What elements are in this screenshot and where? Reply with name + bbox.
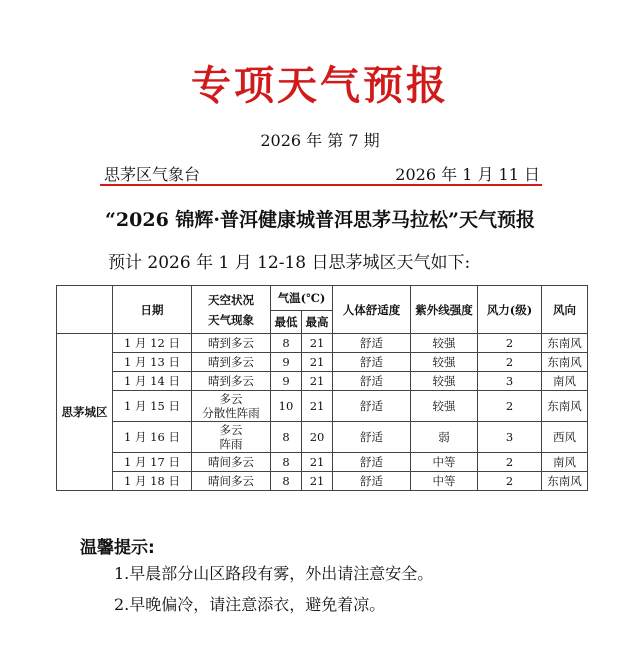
tips-title: 温馨提示: — [80, 538, 155, 558]
temp-min-cell: 9 — [271, 372, 302, 391]
date-cell: 1 月 18 日 — [113, 472, 192, 491]
temp-min-cell: 8 — [271, 334, 302, 353]
date-cell: 1 月 17 日 — [113, 453, 192, 472]
temp-max-cell: 21 — [302, 472, 333, 491]
issuing-office: 思茅区气象台 — [104, 165, 201, 184]
date-cell: 1 月 14 日 — [113, 372, 192, 391]
wind-force-cell: 2 — [478, 353, 542, 372]
temp-min-cell: 9 — [271, 353, 302, 372]
table-row — [57, 334, 588, 353]
temp-max-cell: 20 — [302, 422, 333, 453]
uv-cell: 较强 — [411, 334, 478, 353]
table-row — [57, 472, 588, 491]
sky-header — [192, 286, 271, 334]
red-divider-line — [100, 184, 542, 186]
comfort-cell: 舒适 — [333, 334, 411, 353]
sky-cell — [192, 422, 271, 453]
table-row — [57, 353, 588, 372]
issue-number: 2026 年 第 7 期 — [260, 131, 380, 150]
wind-force-cell: 2 — [478, 391, 542, 422]
forecast-intro: 预计 2026 年 1 月 12-18 日思茅城区天气如下: — [108, 253, 471, 273]
forecast-title: “2026 锦辉·普洱健康城普洱思茅马拉松”天气预报 — [105, 209, 535, 231]
wind-direction-cell: 东南风 — [542, 334, 588, 353]
wind-force-cell: 3 — [478, 372, 542, 391]
table-row — [57, 391, 588, 422]
wind-force-cell: 3 — [478, 422, 542, 453]
date-cell: 1 月 16 日 — [113, 422, 192, 453]
comfort-cell: 舒适 — [333, 391, 411, 422]
region-cell: 思茅城区 — [57, 334, 113, 491]
document-header-title: 专项天气预报 — [191, 63, 449, 109]
sky-line2: 阵雨 — [219, 437, 243, 451]
sky-cell: 晴到多云 — [192, 334, 271, 353]
comfort-cell: 舒适 — [333, 353, 411, 372]
table-row — [57, 453, 588, 472]
date-cell: 1 月 12 日 — [113, 334, 192, 353]
uv-cell: 较强 — [411, 391, 478, 422]
temp-max-cell: 21 — [302, 353, 333, 372]
temp-min-header: 最低 — [271, 311, 302, 334]
sky-cell: 晴间多云 — [192, 453, 271, 472]
temp-max-cell: 21 — [302, 372, 333, 391]
comfort-header: 人体舒适度 — [333, 286, 411, 334]
date-header: 日期 — [113, 286, 192, 334]
temp-min-cell: 10 — [271, 391, 302, 422]
issue-date: 2026 年 1 月 11 日 — [395, 165, 540, 184]
tip-item: 2.早晚偏冷，请注意添衣，避免着凉。 — [114, 595, 386, 614]
table-row — [57, 372, 588, 391]
wind-direction-header: 风向 — [542, 286, 588, 334]
wind-direction-cell: 南风 — [542, 372, 588, 391]
temp-min-cell: 8 — [271, 453, 302, 472]
wind-direction-cell: 东南风 — [542, 353, 588, 372]
sky-cell: 晴间多云 — [192, 472, 271, 491]
comfort-cell: 舒适 — [333, 422, 411, 453]
sky-line1: 多云 — [219, 392, 243, 406]
temp-min-cell: 8 — [271, 422, 302, 453]
wind-direction-cell: 东南风 — [542, 472, 588, 491]
table-row — [57, 422, 588, 453]
sky-cell — [192, 391, 271, 422]
temp-min-cell: 8 — [271, 472, 302, 491]
sky-line1: 多云 — [219, 423, 243, 437]
weather-table — [56, 285, 588, 491]
uv-cell: 弱 — [411, 422, 478, 453]
comfort-cell: 舒适 — [333, 472, 411, 491]
comfort-cell: 舒适 — [333, 372, 411, 391]
temp-header: 气温(℃) — [271, 286, 333, 311]
date-cell: 1 月 13 日 — [113, 353, 192, 372]
sky-header-line2: 天气现象 — [208, 312, 254, 327]
sky-cell: 晴到多云 — [192, 353, 271, 372]
tip-item: 1.早晨部分山区路段有雾，外出请注意安全。 — [114, 564, 434, 583]
uv-cell: 较强 — [411, 372, 478, 391]
uv-cell: 中等 — [411, 472, 478, 491]
sky-line2: 分散性阵雨 — [202, 406, 260, 420]
wind-force-cell: 2 — [478, 453, 542, 472]
wind-force-header: 风力(级) — [478, 286, 542, 334]
sky-header-line1: 天空状况 — [208, 292, 254, 307]
temp-max-cell: 21 — [302, 391, 333, 422]
comfort-cell: 舒适 — [333, 453, 411, 472]
temp-max-cell: 21 — [302, 334, 333, 353]
wind-direction-cell: 南风 — [542, 453, 588, 472]
date-cell: 1 月 15 日 — [113, 391, 192, 422]
uv-cell: 较强 — [411, 353, 478, 372]
wind-force-cell: 2 — [478, 472, 542, 491]
wind-direction-cell: 西风 — [542, 422, 588, 453]
wind-force-cell: 2 — [478, 334, 542, 353]
region-header-blank — [57, 286, 113, 334]
uv-cell: 中等 — [411, 453, 478, 472]
sky-cell: 晴到多云 — [192, 372, 271, 391]
wind-direction-cell: 东南风 — [542, 391, 588, 422]
temp-max-header: 最高 — [302, 311, 333, 334]
uv-header: 紫外线强度 — [411, 286, 478, 334]
temp-max-cell: 21 — [302, 453, 333, 472]
